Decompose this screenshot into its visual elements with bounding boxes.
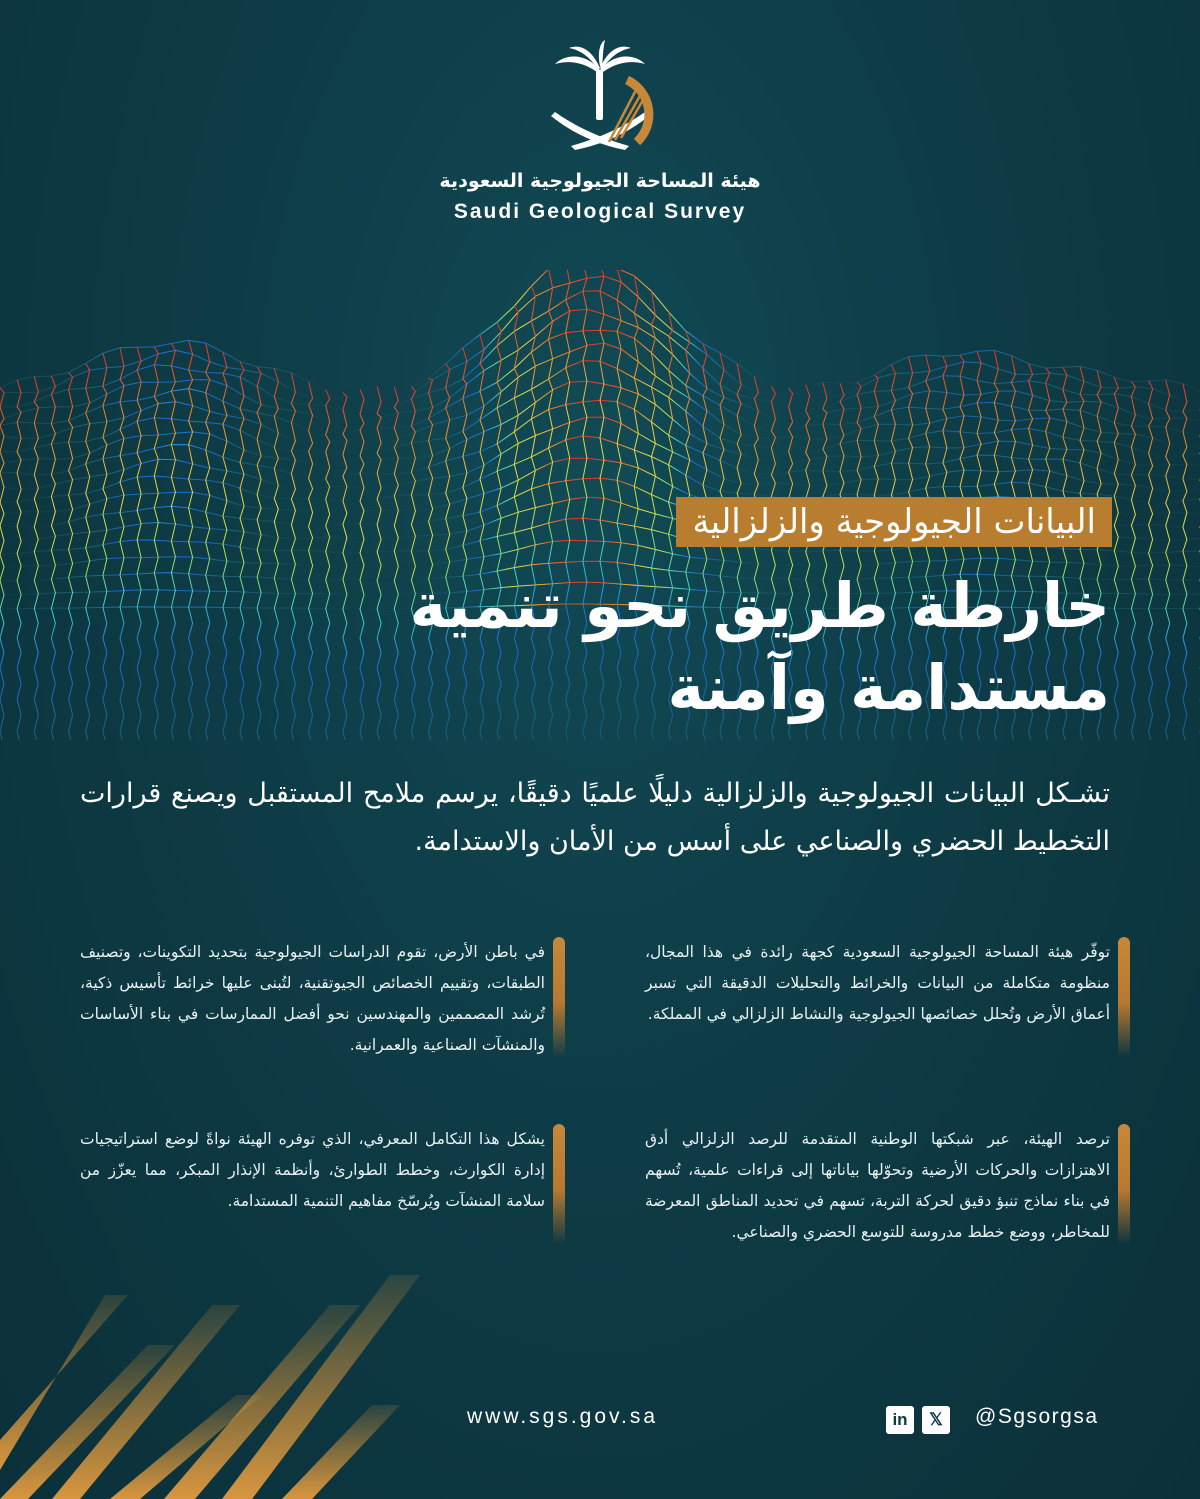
accent-bar bbox=[553, 937, 565, 1057]
website-link[interactable]: www.sgs.gov.sa bbox=[467, 1405, 658, 1428]
info-block-text: يشكل هذا التكامل المعرفي، الذي توفره الهيئة نواةً لوضع استراتيجيات إدارة الكوارث، وخطط الطوارئ، وأنظمة الإنذار المبكر، مما يعزّز من سلامة المنشآت ويُرسّخ مفاهيم التنمية المستدامة. bbox=[80, 1130, 545, 1210]
info-block-4 bbox=[80, 1124, 565, 1217]
info-block-2 bbox=[80, 937, 565, 1061]
intro-paragraph: تشـكل البيانات الجيولوجية والزلزالية دليلًا علميًا دقيقًا، يرسم ملامح المستقبل ويصنع قرارات التخطيط الحضري والصناعي على أسس من الأمان والاستدامة. bbox=[80, 778, 1110, 857]
social-icons bbox=[886, 1406, 950, 1434]
info-block-text: ترصد الهيئة، عبر شبكتها الوطنية المتقدمة للرصد الزلزالي أدق الاهتزازات والحركات الأرضية وتحوّلها بياناتها إلى قراءات علمية، تُسهم في بناء نماذج تنبؤ دقيق لحركة التربة، تسهم في تحديد المناطق المعرضة للمخاطر، ووضع خطط مدروسة للتوسع الحضري والصناعي. bbox=[645, 1130, 1110, 1241]
x-icon[interactable]: 𝕏 bbox=[922, 1406, 950, 1434]
headline bbox=[210, 565, 1110, 729]
social-handle[interactable]: @Sgsorgsa bbox=[975, 1405, 1099, 1428]
info-block-1 bbox=[645, 937, 1130, 1030]
linkedin-icon[interactable]: in bbox=[886, 1406, 914, 1434]
headline-line-1: خارطة طريق نحو تنمية bbox=[409, 569, 1110, 642]
info-block-text: في باطن الأرض، تقوم الدراسات الجيولوجية بتحديد التكوينات، وتصنيف الطبقات، وتقييم الخصائص الجيوتقنية، لتُبنى عليها خرائط تأسيس ذكية، تُرشد المصممين والمهندسين نحو أفضل الممارسات في بناء الأساسات والمنشآت الصناعية والعمرانية. bbox=[80, 943, 545, 1054]
accent-bar bbox=[1118, 937, 1130, 1057]
accent-bar bbox=[1118, 1124, 1130, 1244]
org-name-arabic: هيئة المساحة الجيولوجية السعودية bbox=[439, 170, 761, 192]
headline-line-2: مستدامة وآمنة bbox=[667, 651, 1110, 724]
decorative-stripes bbox=[0, 1265, 440, 1499]
info-block-text: توفّر هيئة المساحة الجيولوجية السعودية كجهة رائدة في هذا المجال، منظومة متكاملة من البيانات والخرائط والتحليلات الدقيقة التي تسبر أعماق الأرض وتُحلل خصائصها الجيولوجية والنشاط الزلزالي في المملكة. bbox=[645, 943, 1110, 1023]
accent-bar bbox=[553, 1124, 565, 1244]
org-name-english: Saudi Geological Survey bbox=[453, 200, 747, 223]
logo bbox=[0, 40, 1200, 223]
palm-swords-logo-icon bbox=[525, 40, 675, 160]
info-block-3 bbox=[645, 1124, 1130, 1248]
topic-ribbon: البيانات الجيولوجية والزلزالية bbox=[676, 497, 1112, 547]
